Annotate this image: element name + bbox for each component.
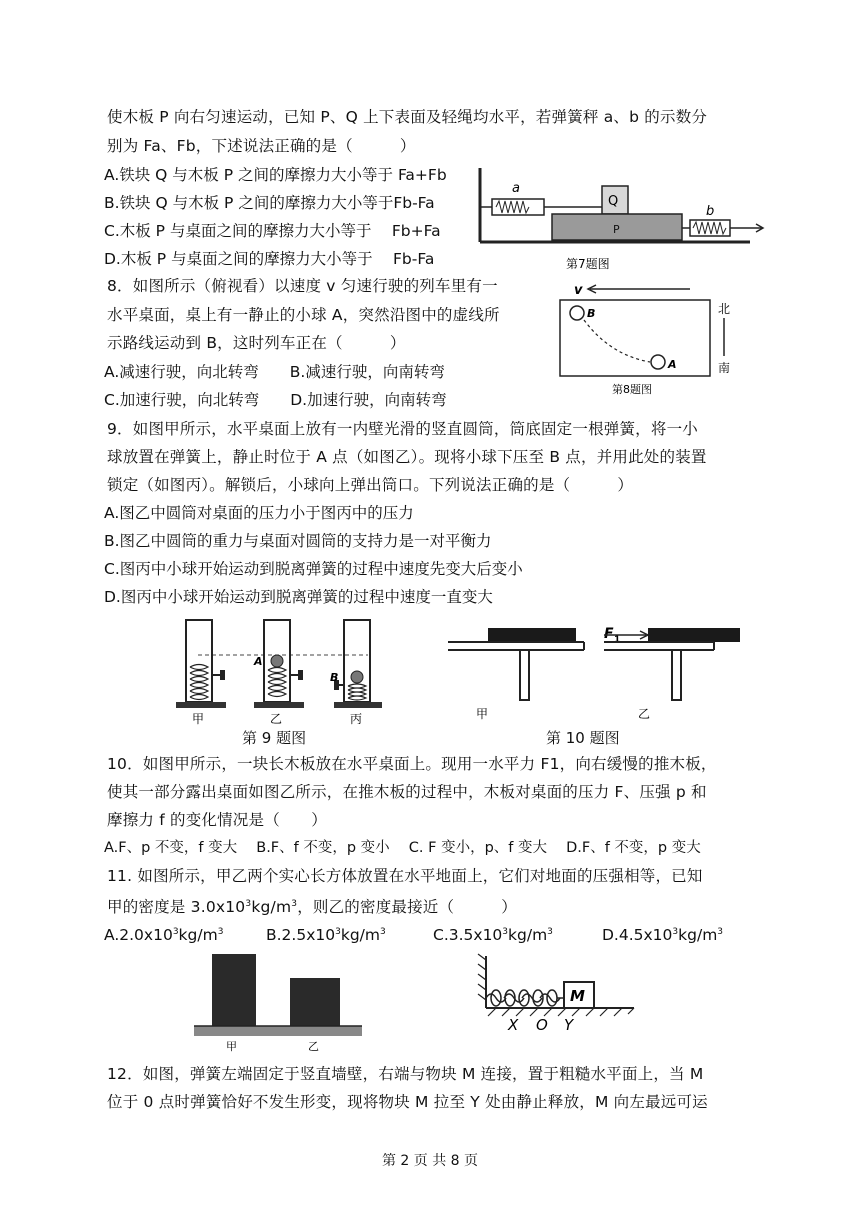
q11-line-1: 11. 如图所示，甲乙两个实心长方体放置在水平地面上，它们对地面的压强相等，已知 — [107, 867, 703, 885]
q7-option-c: C.木板 P 与桌面之间的摩擦力大小等于 Fb+Fa — [104, 222, 441, 240]
q9-figure — [168, 615, 398, 727]
q10-options: A.F、p 不变，f 变大 B.F、f 不变，p 变小 C. F 变小，p、f 变大 D.F、f 不变，p 变大 — [104, 840, 701, 856]
q7-line-2: 别为 Fa、Fb，下述说法正确的是（ ） — [107, 137, 416, 155]
q12-label-y: Y — [564, 1016, 574, 1034]
q10-line-2: 使其一部分露出桌面如图乙所示，在推木板的过程中，木板对桌面的压力 F、压强 p 和 — [107, 783, 707, 801]
q9-option-b: B.图乙中圆筒的重力与桌面对圆筒的支持力是一对平衡力 — [104, 532, 492, 550]
q9-option-c: C.图丙中小球开始运动到脱离弹簧的过程中速度先变大后变小 — [104, 560, 523, 578]
q8-label-a: A — [668, 358, 677, 371]
q7-figure-caption: 第7题图 — [566, 257, 610, 271]
q11-label-jia: 甲 — [226, 1040, 237, 1053]
q11-line-2: 甲的密度是 $3.0x10^3kg/m^3$，则乙的密度最接近（ ） — [107, 898, 517, 917]
q11-option-b: $B.2.5x10^3kg/m^3$ — [266, 926, 386, 945]
q8-line-2: 水平桌面，桌上有一静止的小球 A，突然沿图中的虚线所 — [107, 306, 500, 324]
q10-figure — [438, 618, 758, 723]
q8-line-1: 8．如图所示（俯视看）以速度 v 匀速行驶的列车里有一 — [107, 277, 498, 295]
q7-option-b: B.铁块 Q 与木板 P 之间的摩擦力大小等于Fb-Fa — [104, 194, 435, 212]
q7-label-b: b — [706, 204, 715, 219]
q9-option-d: D.图丙中小球开始运动到脱离弹簧的过程中速度一直变大 — [104, 588, 493, 606]
q9-label-yi: 乙 — [270, 712, 283, 726]
q11-option-c: $C.3.5x10^3kg/m^3$ — [433, 926, 553, 945]
q10-label-yi: 乙 — [638, 707, 651, 721]
q8-north: 北 — [718, 302, 731, 316]
q10-line-3: 摩擦力 f 的变化情况是（ ） — [107, 811, 328, 829]
q11-option-d: $D.4.5x10^3kg/m^3$ — [602, 926, 724, 945]
q10-line-1: 10．如图甲所示，一块长木板放在水平桌面上。现用一水平力 F1，向右缓慢的推木板， — [107, 755, 717, 773]
q8-label-b: B — [587, 307, 596, 320]
q9-label-jia: 甲 — [192, 712, 205, 726]
q9-label-a: A — [254, 655, 263, 668]
q8-figure-caption: 第8题图 — [612, 383, 652, 396]
q8-line-3: 示路线运动到 B，这时列车正在（ ） — [107, 334, 406, 352]
q12-line-2: 位于 0 点时弹簧恰好不发生形变，现将物块 M 拉至 Y 处由静止释放，M 向左最远可运 — [107, 1093, 708, 1111]
q8-label-v: v — [574, 283, 583, 298]
q11-figure — [190, 950, 370, 1054]
page-footer: 第 2 页 共 8 页 — [381, 1153, 479, 1169]
q12-label-m: M — [570, 987, 585, 1005]
q9-label-b: B — [330, 671, 339, 684]
q7-option-a: A.铁块 Q 与木板 P 之间的摩擦力大小等于 Fa+Fb — [104, 166, 447, 184]
q9-line-3: 锁定（如图丙）。解锁后，小球向上弹出筒口。下列说法正确的是（ ） — [107, 476, 634, 494]
q12-label-x: X — [508, 1016, 519, 1034]
q8-figure — [550, 280, 750, 400]
q11-option-a: $A.2.0x10^3kg/m^3$ — [104, 926, 224, 945]
q8-options-row-1: A.减速行驶，向北转弯 B.减速行驶，向南转弯 — [104, 363, 445, 381]
q7-figure — [470, 160, 770, 275]
q9-line-2: 球放置在弹簧上，静止时位于 A 点（如图乙）。现将小球下压至 B 点，并用此处的装置 — [107, 448, 707, 466]
q7-option-d: D.木板 P 与桌面之间的摩擦力大小等于 Fb-Fa — [104, 250, 435, 268]
q7-label-q: Q — [608, 194, 619, 209]
q8-south: 南 — [718, 361, 731, 375]
q7-line-1: 使木板 P 向右匀速运动，已知 P、Q 上下表面及轻绳均水平，若弹簧秤 a、b 的示数分 — [107, 108, 708, 126]
q7-label-p: P — [613, 223, 620, 236]
q8-options-row-2: C.加速行驶，向北转弯 D.加速行驶，向南转弯 — [104, 391, 447, 409]
q12-figure — [466, 950, 646, 1042]
q10-label-f1: F — [604, 626, 614, 642]
q9-line-1: 9．如图甲所示，水平桌面上放有一内壁光滑的竖直圆筒，筒底固定一根弹簧，将一小 — [107, 420, 698, 438]
q12-label-o: O — [536, 1016, 548, 1034]
q10-figure-caption: 第 10 题图 — [546, 729, 620, 747]
q9-figure-caption: 第 9 题图 — [242, 729, 307, 747]
q9-option-a: A.图乙中圆筒对桌面的压力小于图丙中的压力 — [104, 504, 414, 522]
q11-label-yi: 乙 — [308, 1040, 319, 1053]
q9-label-bing: 丙 — [350, 712, 363, 726]
q10-label-jia: 甲 — [476, 707, 489, 721]
q10-label-f1-sub: 1 — [614, 635, 621, 645]
q12-line-1: 12．如图，弹簧左端固定于竖直墙壁，右端与物块 M 连接，置于粗糙水平面上，当 M — [107, 1065, 704, 1083]
q7-label-a: a — [512, 181, 520, 196]
